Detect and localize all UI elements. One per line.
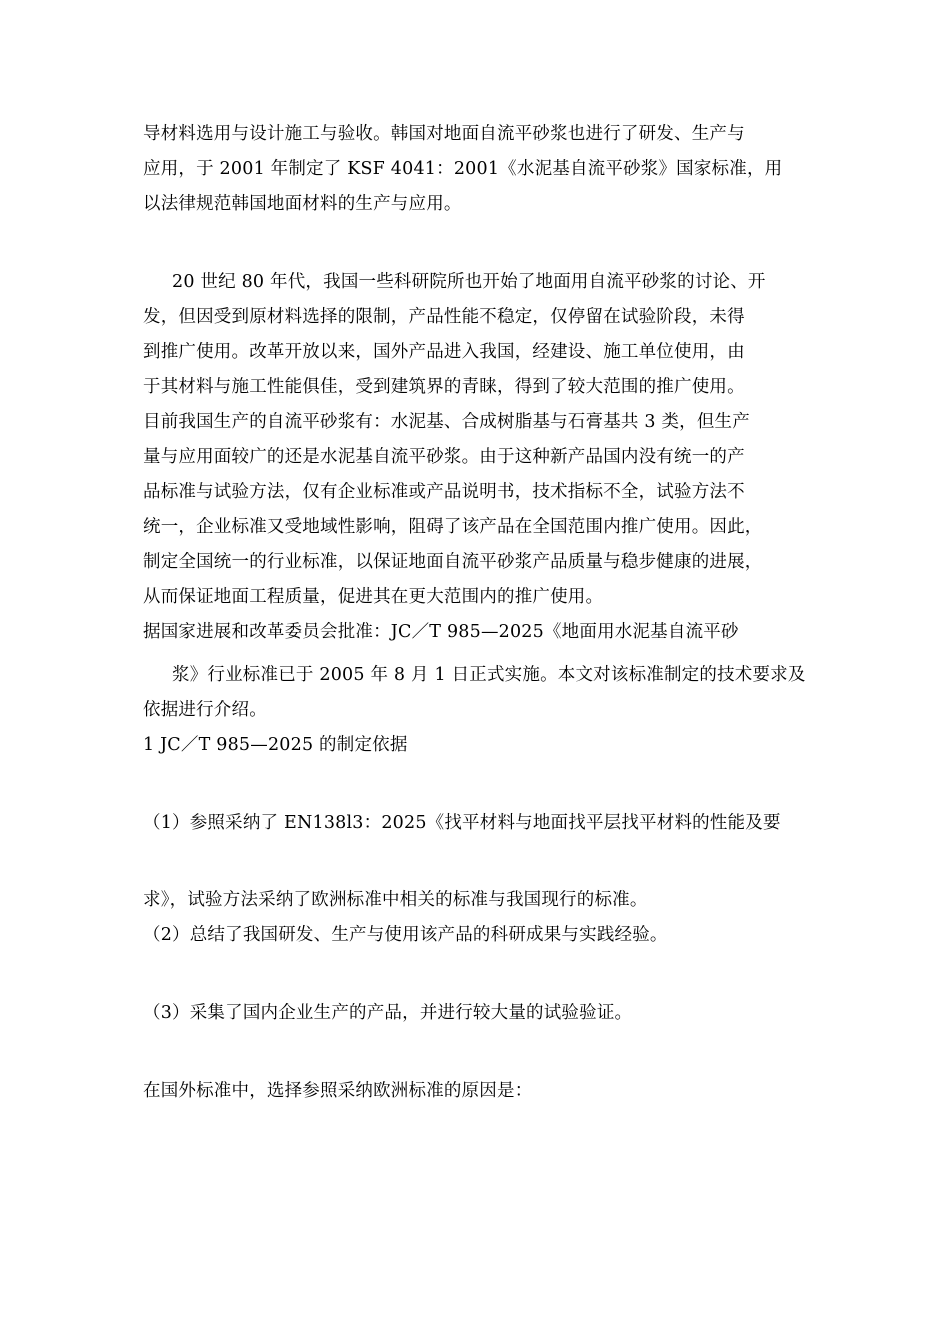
text-line: 量与应用面较广的还是水泥基自流平砂浆。由于这种新产品国内没有统一的产 xyxy=(143,447,745,467)
text-line: 发，但因受到原材料选择的限制，产品性能不稳定，仅停留在试验阶段，未得 xyxy=(143,307,745,327)
text-line: 从而保证地面工程质量，促进其在更大范围内的推广使用。 xyxy=(143,587,604,607)
text-line: 1 JC／T 985—2025 的制定依据 xyxy=(143,735,408,755)
text-line: 统一，企业标准又受地域性影响，阻碍了该产品在全国范围内推广使用。因此， xyxy=(143,517,763,537)
text-line: 应用，于 2001 年制定了 KSF 4041：2001《水泥基自流平砂浆》国家标准，用 xyxy=(143,159,783,179)
section-heading: （1）参照采纳了 EN138l3：2025《找平材料与地面找平层找平材料的性能及要 xyxy=(143,813,781,833)
text-line: 导材料选用与设计施工与验收。韩国对地面自流平砂浆也进行了研发、生产与 xyxy=(143,124,745,144)
text-line: （3）采集了国内企业生产的产品，并进行较大量的试验验证。 xyxy=(143,1003,633,1023)
text-line: 制定全国统一的行业标准，以保证地面自流平砂浆产品质量与稳步健康的进展， xyxy=(143,552,763,572)
text-line: 到推广使用。改革开放以来，国外产品进入我国，经建设、施工单位使用，由 xyxy=(143,342,745,362)
text-line: 品标准与试验方法，仅有企业标准或产品说明书，技术指标不全，试验方法不 xyxy=(143,482,745,502)
text-line: （2）总结了我国研发、生产与使用该产品的科研成果与实践经验。 xyxy=(143,925,668,945)
text-line: 求》，试验方法采纳了欧洲标准中相关的标准与我国现行的标准。 xyxy=(143,890,648,910)
text-line: 目前我国生产的自流平砂浆有：水泥基、合成树脂基与石膏基共 3 类，但生产 xyxy=(143,412,750,432)
text-line: 于其材料与施工性能俱佳，受到建筑界的青睐，得到了较大范围的推广使用。 xyxy=(143,377,745,397)
text-line: 浆》行业标准已于 2005 年 8 月 1 日正式实施。本文对该标准制定的技术要求及 xyxy=(172,665,806,685)
text-line: 以法律规范韩国地面材料的生产与应用。 xyxy=(143,194,462,214)
text-line: 依据进行介绍。 xyxy=(143,700,267,720)
text-line: 据国家进展和改革委员会批准：JC／T 985—2025《地面用水泥基自流平砂 xyxy=(143,622,739,642)
text-line: 在国外标准中，选择参照采纳欧洲标准的原因是： xyxy=(143,1081,533,1101)
text-line: 20 世纪 80 年代，我国一些科研院所也开始了地面用自流平砂浆的讨论、开 xyxy=(172,272,766,292)
